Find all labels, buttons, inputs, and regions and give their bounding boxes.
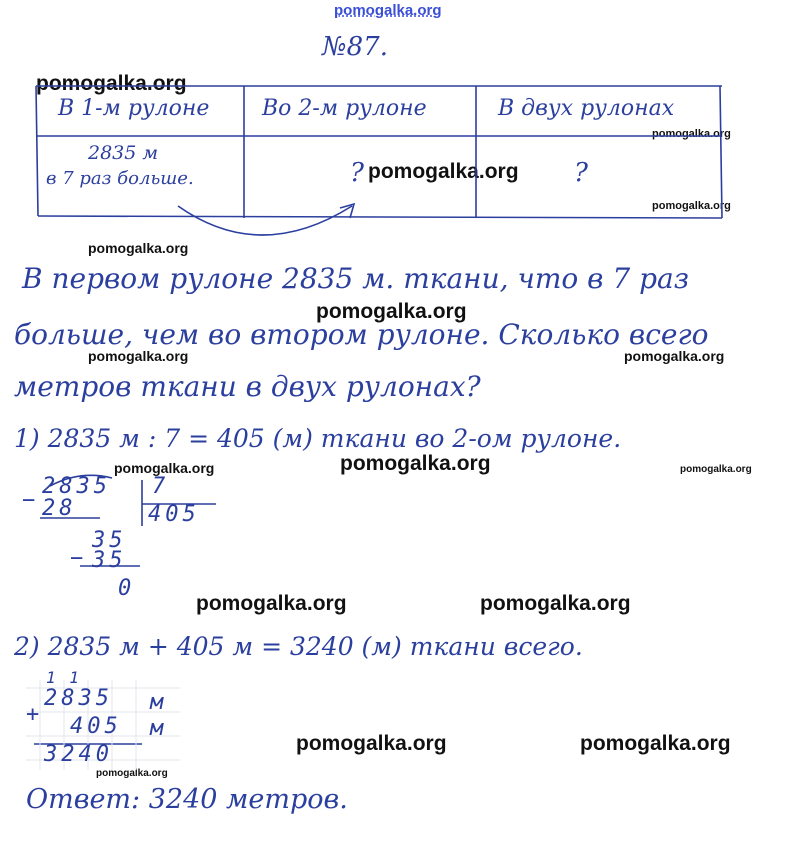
addition-carries: 1 1 xyxy=(46,668,81,687)
cell-roll1-value: 2835 м xyxy=(88,142,159,164)
watermark: pomogalka.org xyxy=(652,200,731,212)
watermark: pomogalka.org xyxy=(88,240,189,256)
watermark: pomogalka.org xyxy=(480,592,631,615)
division-minus-1: − xyxy=(22,488,40,513)
watermark: pomogalka.org xyxy=(368,160,519,183)
addition-bottom-unit: м xyxy=(150,716,168,741)
problem-line-1: В первом рулоне 2835 м. ткани, что в 7 раз xyxy=(22,262,689,295)
problem-line-3: метров ткани в двух рулонах? xyxy=(14,370,481,403)
watermark: pomogalka.org xyxy=(580,732,731,755)
division-remainder-1: 35 xyxy=(92,528,127,553)
solution-step-1: 1) 2835 м : 7 = 405 (м) ткани во 2-ом рулоне. xyxy=(14,424,622,453)
answer: Ответ: 3240 метров. xyxy=(26,784,348,815)
watermark: pomogalka.org xyxy=(624,348,725,364)
watermark: pomogalka.org xyxy=(88,348,189,364)
cell-roll1-relation: в 7 раз больше. xyxy=(46,168,194,189)
watermark: pomogalka.org xyxy=(340,452,491,475)
table-header-roll1: В 1-м рулоне xyxy=(58,96,210,121)
watermark: pomogalka.org xyxy=(96,768,168,779)
watermark: pomogalka.org xyxy=(652,128,731,140)
addition-result: 3240 xyxy=(44,742,113,767)
problem-line-2: больше, чем во втором рулоне. Сколько всего xyxy=(14,318,709,351)
watermark: pomogalka.org xyxy=(36,72,187,95)
cell-roll2-unknown: ? xyxy=(350,158,364,188)
watermark: pomogalka.org xyxy=(680,464,752,475)
division-dividend: 2835 xyxy=(42,474,111,499)
division-subtract-2: 35 xyxy=(92,548,127,573)
division-subtract-1: 28 xyxy=(42,496,77,521)
table-header-roll2: Во 2-м рулоне xyxy=(262,96,427,121)
watermark: pomogalka.org xyxy=(196,592,347,615)
division-quotient: 405 xyxy=(148,502,200,527)
addition-plus: + xyxy=(26,702,44,727)
watermark: pomogalka.org xyxy=(296,732,447,755)
addition-top-unit: м xyxy=(150,690,168,715)
division-divisor: 7 xyxy=(152,474,170,499)
solution-step-2: 2) 2835 м + 405 м = 3240 (м) ткани всего. xyxy=(14,632,583,661)
division-remainder-2: 0 xyxy=(118,576,136,601)
watermark: pomogalka.org xyxy=(114,460,215,476)
table-header-both: В двух рулонах xyxy=(498,96,675,121)
addition-bottom: 405 xyxy=(70,714,122,739)
watermark: pomogalka.org xyxy=(316,300,467,323)
division-minus-2: − xyxy=(70,546,88,571)
watermark-top: pomogalka.org xyxy=(334,2,442,19)
cell-both-unknown: ? xyxy=(574,158,588,188)
addition-top: 2835 xyxy=(44,686,113,711)
task-number: №87. xyxy=(322,32,388,62)
